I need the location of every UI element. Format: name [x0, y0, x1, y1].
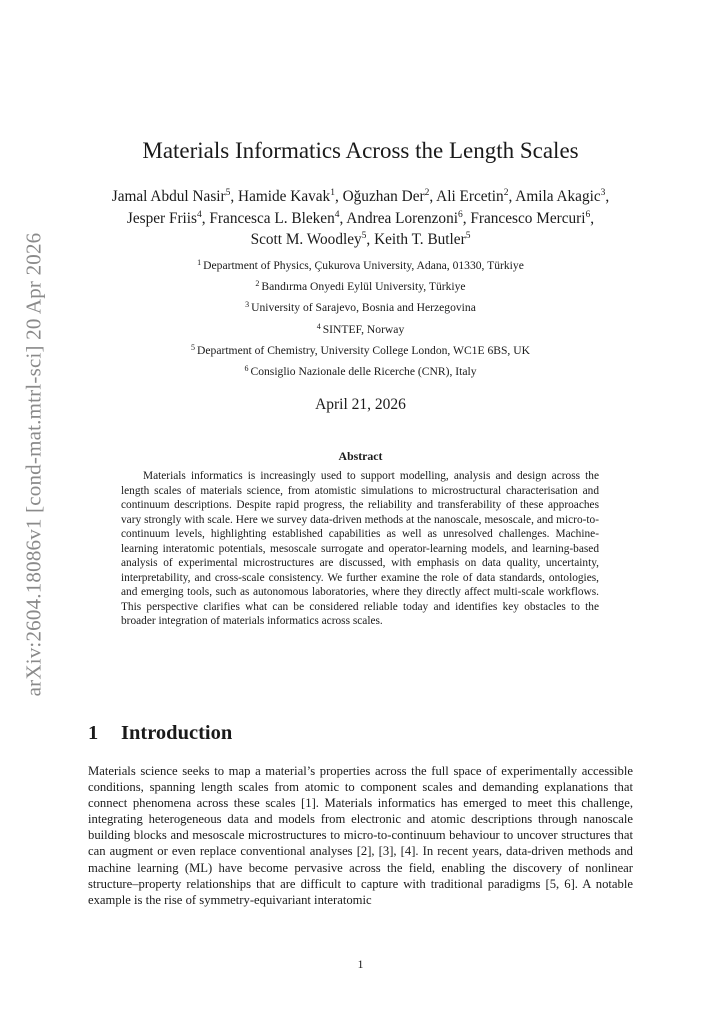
- author-affiliation-mark: 5: [465, 231, 471, 241]
- author: [238, 188, 335, 205]
- author-name: Keith T. Butler: [374, 231, 466, 248]
- section-number: 1: [88, 722, 99, 744]
- affiliation: [88, 361, 633, 382]
- author: [343, 188, 430, 205]
- author: [470, 210, 590, 227]
- author-affiliation-mark: 5: [225, 188, 231, 198]
- arxiv-identifier: arXiv:2604.18086v1 [cond-mat.mtrl-sci] 20 Apr 2026: [21, 232, 46, 696]
- affiliation-number: 3: [245, 300, 250, 310]
- author-affiliation-mark: 1: [330, 188, 335, 198]
- affiliation-list: [88, 255, 633, 382]
- affiliation-number: 1: [197, 258, 202, 267]
- affiliation-text: Bandırma Onyedi Eylül University, Türkiye: [261, 280, 466, 294]
- author-name: Hamide Kavak: [238, 188, 331, 205]
- affiliation: [88, 276, 633, 297]
- affiliation-text: Department of Physics, Çukurova University, Adana, 01330, Türkiye: [203, 259, 524, 272]
- author-name: Jamal Abdul Nasir: [111, 188, 226, 205]
- affiliation-text: Department of Chemistry, University College London, WC1E 6BS, UK: [197, 343, 530, 357]
- arxiv-side-stamp: [2, 234, 66, 694]
- affiliation-number: 2: [255, 279, 260, 289]
- affiliation: [88, 319, 633, 340]
- author: [251, 231, 367, 248]
- author-affiliation-mark: 4: [334, 209, 340, 220]
- abstract-text: Materials informatics is increasingly used to support modelling, analysis and design across the length scales of materials science, from atomistic simulations to microstructural characterisation and continuum descriptions. Despite rapid progress, the reliability and transferability of these approaches vary strongly with scale. Here we survey data-driven methods at the nanoscale, mesoscale, and micro-to-continuum levels, highlighting established capabilities as well as unresolved challenges. Machine-learning interatomic potentials, mesoscale surrogate and operator-learning models, and learning-based analysis of experimental microstructures are discussed, with emphasis on data quality, uncertainty, interpretability, and cross-scale consistency. We further examine the role of data standards, ontologies, and emerging tools, such as autonomous laboratories, where they directly affect multi-scale workflows. This perspective clarifies what can be considered reliable today and identifies key obstacles to the broader integration of materials informatics across scales.: [121, 470, 599, 628]
- author-affiliation-mark: 2: [424, 188, 430, 198]
- author-affiliation-mark: 3: [600, 188, 606, 198]
- author-name: Amila Akagic: [515, 188, 601, 205]
- section-title: Introduction: [121, 722, 233, 744]
- page-number: 1: [357, 957, 364, 971]
- author: [346, 210, 462, 227]
- author-affiliation-mark: 4: [197, 209, 202, 220]
- author-affiliation-mark: 2: [503, 188, 509, 198]
- author-name: Jesper Friis: [126, 209, 198, 227]
- author: [112, 188, 231, 205]
- author-name: Francesca L. Bleken: [209, 209, 335, 227]
- author-affiliation-mark: 6: [457, 209, 463, 220]
- author-name: Andrea Lorenzoni: [346, 209, 458, 227]
- author: [515, 188, 605, 205]
- author-name: Ali Ercetin: [436, 188, 504, 205]
- author-name: Oğuzhan Der: [342, 188, 425, 205]
- author-list: Jamal Abdul Nasir$^5$, Hamide Kavak$^1$, Oğuzhan Der$^2$, Ali Ercetin$^2$, Amila Akagic$^3$, Jesper Friis$^4$, Francesca L. Bleken$^4$, Andrea Lorenzoni$^6$, Francesco Mercuri$^6$, Scott M. Woodley$^5$, Keith T. Butler$^5$: [111, 188, 610, 248]
- author: [127, 210, 202, 227]
- author-affiliation-mark: 6: [585, 209, 591, 220]
- author-name: Francesco Mercuri: [470, 209, 586, 227]
- affiliation-number: 5: [191, 342, 196, 352]
- abstract-heading: Abstract: [338, 449, 383, 463]
- affiliation-text: University of Sarajevo, Bosnia and Herzegovina: [251, 301, 476, 315]
- affiliation: [88, 255, 633, 276]
- author: [374, 231, 470, 248]
- affiliation: [88, 340, 633, 361]
- author: [436, 188, 508, 205]
- author-name: Scott M. Woodley: [250, 231, 362, 248]
- affiliation-text: Consiglio Nazionale delle Ricerche (CNR), Italy: [250, 365, 477, 379]
- author-affiliation-mark: 5: [361, 231, 367, 241]
- introduction-paragraph: Materials science seeks to map a material’s properties across the full space of experimentally accessible conditions, spanning length scales from atomic to component scales and demanding explanations that connect phenomena across these scales [1]. Materials informatics has emerged to meet this challenge, integrating heterogeneous data and models from electronic and atomic descriptions through nanoscale building blocks and mesoscale microstructures to micro-to-continuum behaviour to uncover structures that can augment or even replace conventional analyses [2], [3], [4]. In recent years, data-driven methods and machine learning (ML) have become pervasive across the field, enabling the discovery of nonlinear structure–property relationships that are difficult to capture with traditional paradigms [5, 6]. A notable example is the rise of symmetry-equivariant interatomic: [88, 764, 633, 907]
- affiliation: [88, 297, 633, 318]
- affiliation-number: 4: [316, 321, 321, 331]
- affiliation-number: 6: [244, 364, 249, 374]
- affiliation-text: SINTEF, Norway: [322, 322, 405, 336]
- paper-date: April 21, 2026: [315, 396, 406, 413]
- author: [209, 210, 339, 227]
- paper-title: Materials Informatics Across the Length Scales: [142, 138, 579, 163]
- section-heading: [88, 722, 633, 745]
